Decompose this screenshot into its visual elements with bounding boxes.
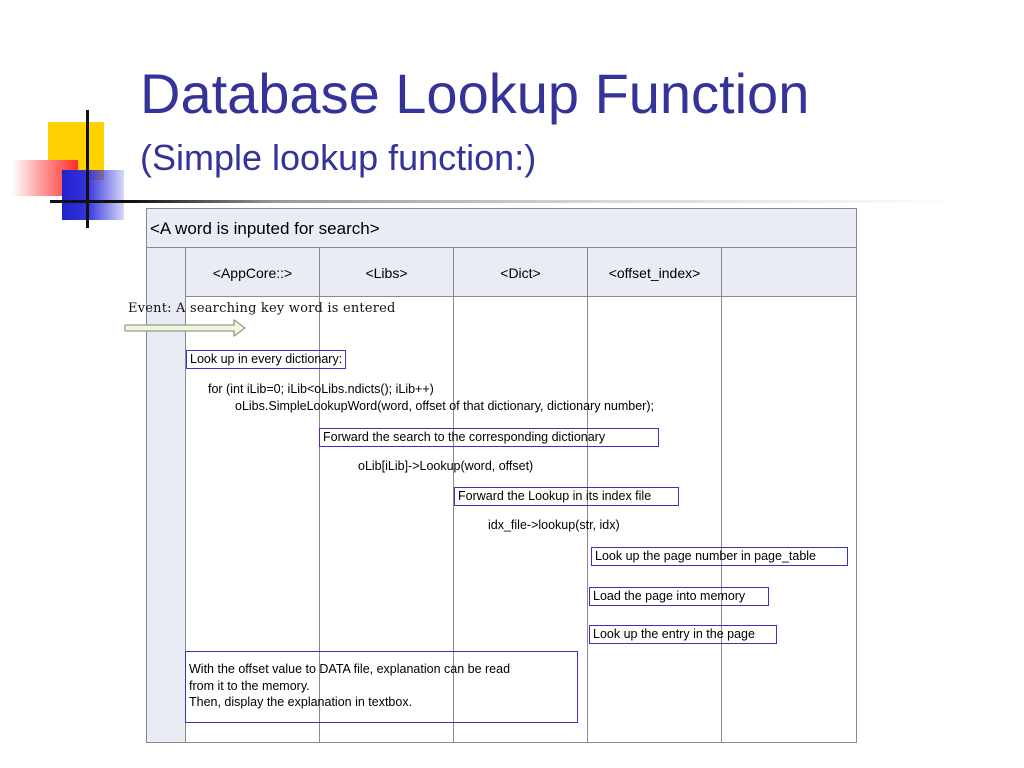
step-lookup-call: oLib[iLib]->Lookup(word, offset) — [358, 459, 534, 473]
step-idx-lookup-call: idx_file->lookup(str, idx) — [488, 518, 620, 532]
step-for-loop-code: for (int iLib=0; iLib<oLibs.ndicts(); iLib++) — [208, 382, 434, 396]
final-explanation-line: Then, display the explanation in textbox. — [189, 695, 413, 709]
event-label: Event: A searching key word is entered — [128, 301, 396, 316]
lane-label-offset-index: <offset_index> — [608, 265, 701, 281]
step-lookup-entry: Look up the entry in the page — [589, 625, 777, 644]
title-underline — [50, 200, 960, 203]
step-forward-search: Forward the search to the corresponding dictionary — [319, 428, 659, 447]
final-explanation-line: from it to the memory. — [189, 678, 310, 693]
final-explanation-box — [185, 651, 578, 723]
lane-label-appcore: <AppCore::> — [212, 265, 293, 281]
step-lookup-page-number: Look up the page number in page_table — [591, 547, 848, 566]
step-lookup-every-dictionary: Look up in every dictionary: — [186, 350, 346, 369]
lane-label-dict: <Dict> — [500, 265, 541, 281]
lane-divider — [721, 247, 722, 743]
lane-label-libs: <Libs> — [365, 265, 408, 281]
step-forward-lookup: Forward the Lookup in its index file — [454, 487, 679, 506]
event-arrow-icon — [124, 318, 248, 338]
diagram-header-text: <A word is inputed for search> — [150, 219, 380, 238]
slide-subtitle: (Simple lookup function:) — [140, 137, 537, 178]
logo-vertical-line — [86, 110, 89, 228]
step-simple-lookup-call: oLibs.SimpleLookupWord(word, offset of that dictionary, dictionary number); — [235, 399, 654, 413]
logo-blue-square — [62, 170, 124, 220]
step-load-page: Load the page into memory — [589, 587, 769, 606]
slide-title: Database Lookup Function — [140, 62, 810, 125]
final-explanation-line: With the offset value to DATA file, explanation can be read — [189, 662, 511, 676]
